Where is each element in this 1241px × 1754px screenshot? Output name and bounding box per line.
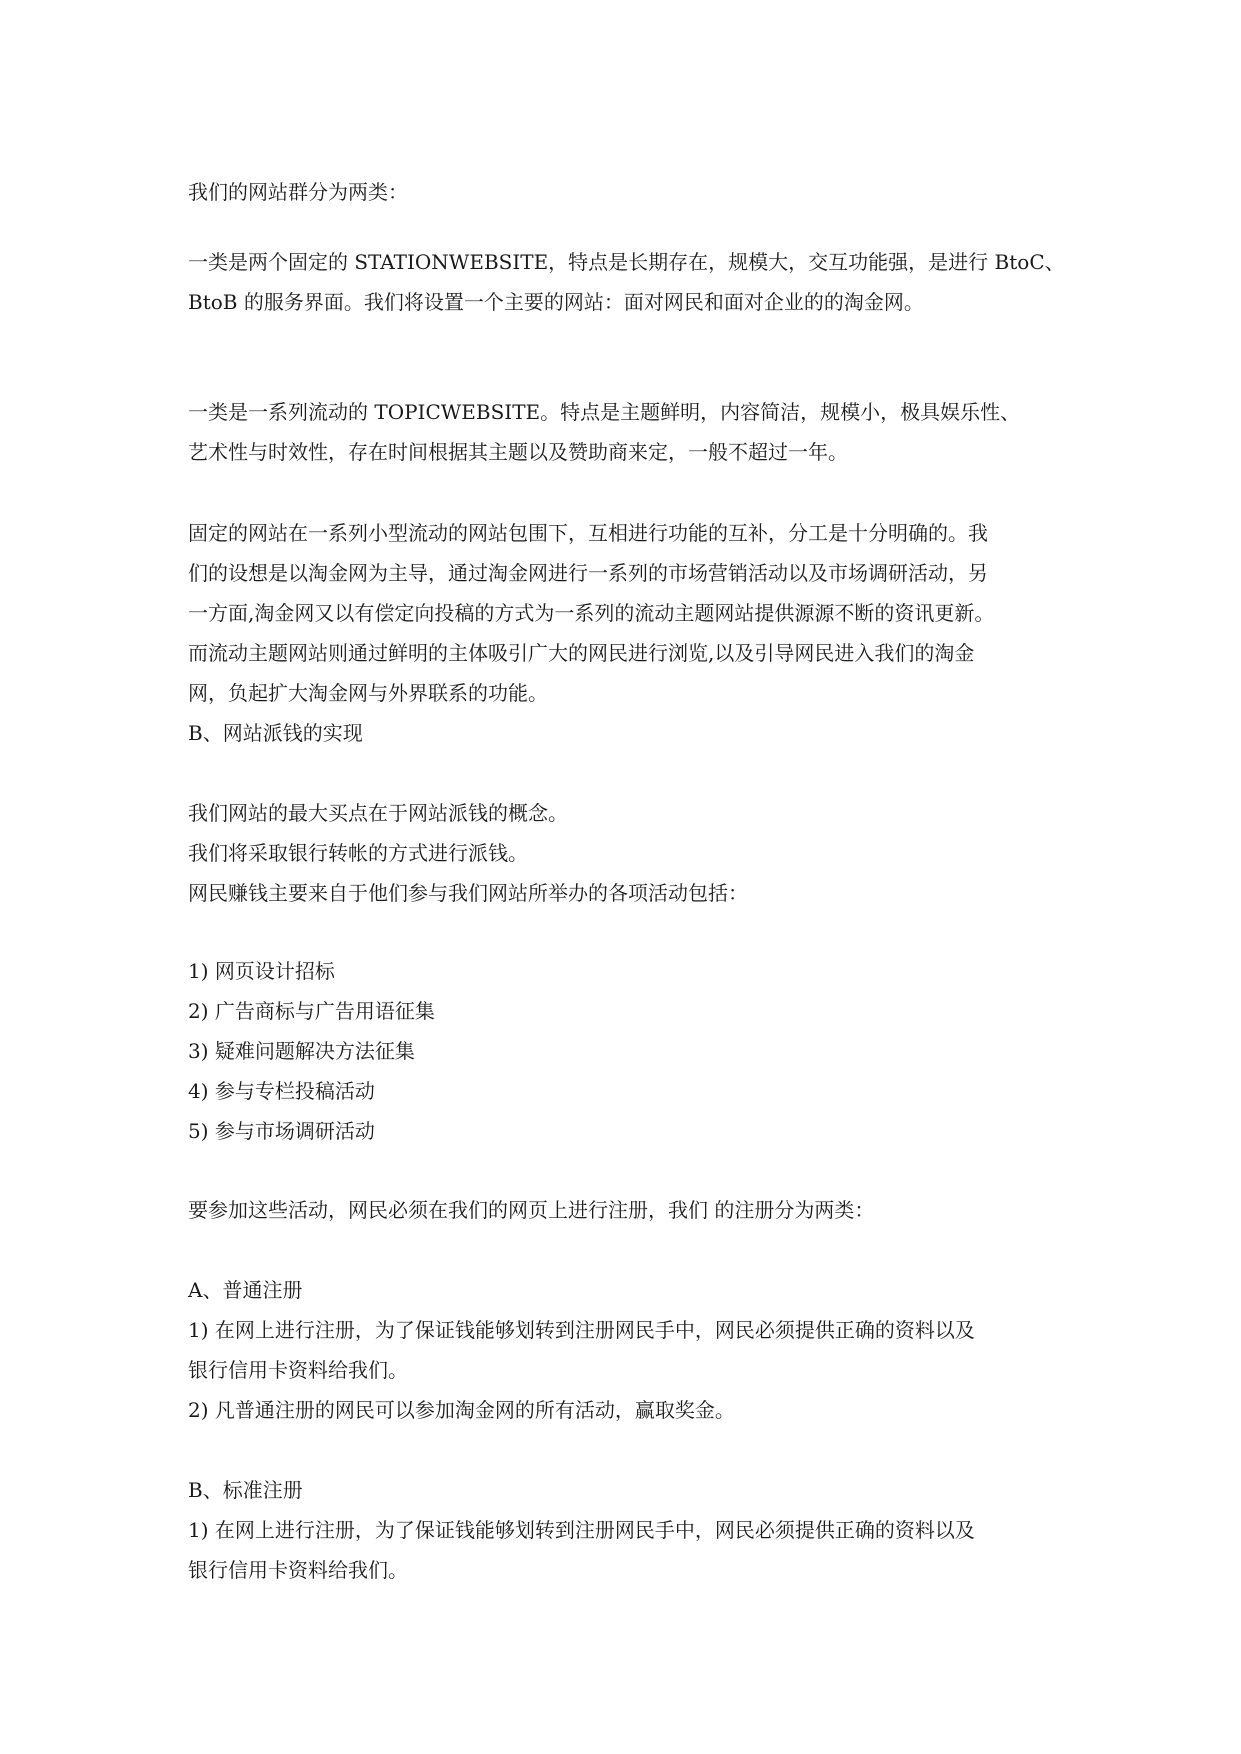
section-heading: B、网站派钱的实现: [188, 721, 363, 745]
paragraph-line: 而流动主题网站则通过鲜明的主体吸引广大的网民进行浏览,以及引导网民进入我们的淘金: [188, 641, 975, 665]
paragraph-line: 们的设想是以淘金网为主导，通过淘金网进行一系列的市场营销活动以及市场调研活动，另: [188, 561, 988, 585]
topic-website-paragraph: [188, 392, 1068, 472]
paragraph-line: 固定的网站在一系列小型流动的网站包围下，互相进行功能的互补，分工是十分明确的。我: [188, 521, 988, 545]
standard-registration-section: [188, 1470, 1068, 1590]
money-concept-paragraph: [188, 793, 1068, 913]
paragraph-line: 要参加这些活动，网民必须在我们的网页上进行注册，我们 的注册分为两类：: [188, 1198, 875, 1222]
website-relationship-paragraph: [188, 513, 1068, 713]
intro-paragraph: [188, 172, 1068, 212]
station-website-paragraph: [188, 242, 1068, 322]
section-title: A、普通注册: [188, 1278, 303, 1302]
registration-intro-paragraph: [188, 1190, 1068, 1230]
list-item: 5) 参与市场调研活动: [188, 1119, 375, 1143]
general-registration-section: [188, 1270, 1068, 1430]
paragraph-line: BtoB 的服务界面。我们将设置一个主要的网站：面对网民和面对企业的的淘金网。: [188, 290, 924, 314]
list-item: 2) 广告商标与广告用语征集: [188, 999, 435, 1023]
paragraph-line: 2) 凡普通注册的网民可以参加淘金网的所有活动，赢取奖金。: [188, 1398, 735, 1422]
paragraph-line: 1) 在网上进行注册，为了保证钱能够划转到注册网民手中，网民必须提供正确的资料以及: [188, 1518, 975, 1542]
paragraph-line: 我们网站的最大买点在于网站派钱的概念。: [188, 801, 568, 825]
list-item: 3) 疑难问题解决方法征集: [188, 1039, 415, 1063]
intro-line: 我们的网站群分为两类：: [188, 180, 408, 204]
activities-list: [188, 951, 1068, 1151]
paragraph-line: 艺术性与时效性，存在时间根据其主题以及赞助商来定，一般不超过一年。: [188, 440, 848, 464]
paragraph-line: 1) 在网上进行注册，为了保证钱能够划转到注册网民手中，网民必须提供正确的资料以及: [188, 1318, 975, 1342]
paragraph-line: 一类是一系列流动的 TOPICWEBSITE。特点是主题鲜明，内容简洁，规模小，极具娱乐性、: [188, 400, 1021, 424]
paragraph-line: 银行信用卡资料给我们。: [188, 1558, 408, 1582]
list-item: 4) 参与专栏投稿活动: [188, 1079, 375, 1103]
paragraph-line: 一类是两个固定的 STATIONWEBSITE，特点是长期存在，规模大，交互功能强，是进行 BtoC、: [188, 250, 1065, 274]
paragraph-line: 网，负起扩大淘金网与外界联系的功能。: [188, 681, 548, 705]
paragraph-line: 网民赚钱主要来自于他们参与我们网站所举办的各项活动包括：: [188, 881, 748, 905]
section-title: B、标准注册: [188, 1478, 303, 1502]
list-item: 1) 网页设计招标: [188, 959, 335, 983]
section-heading-b: [188, 713, 1068, 753]
paragraph-line: 我们将采取银行转帐的方式进行派钱。: [188, 841, 528, 865]
paragraph-line: 一方面,淘金网又以有偿定向投稿的方式为一系列的流动主题网站提供源源不断的资讯更新。: [188, 601, 995, 625]
paragraph-line: 银行信用卡资料给我们。: [188, 1358, 408, 1382]
